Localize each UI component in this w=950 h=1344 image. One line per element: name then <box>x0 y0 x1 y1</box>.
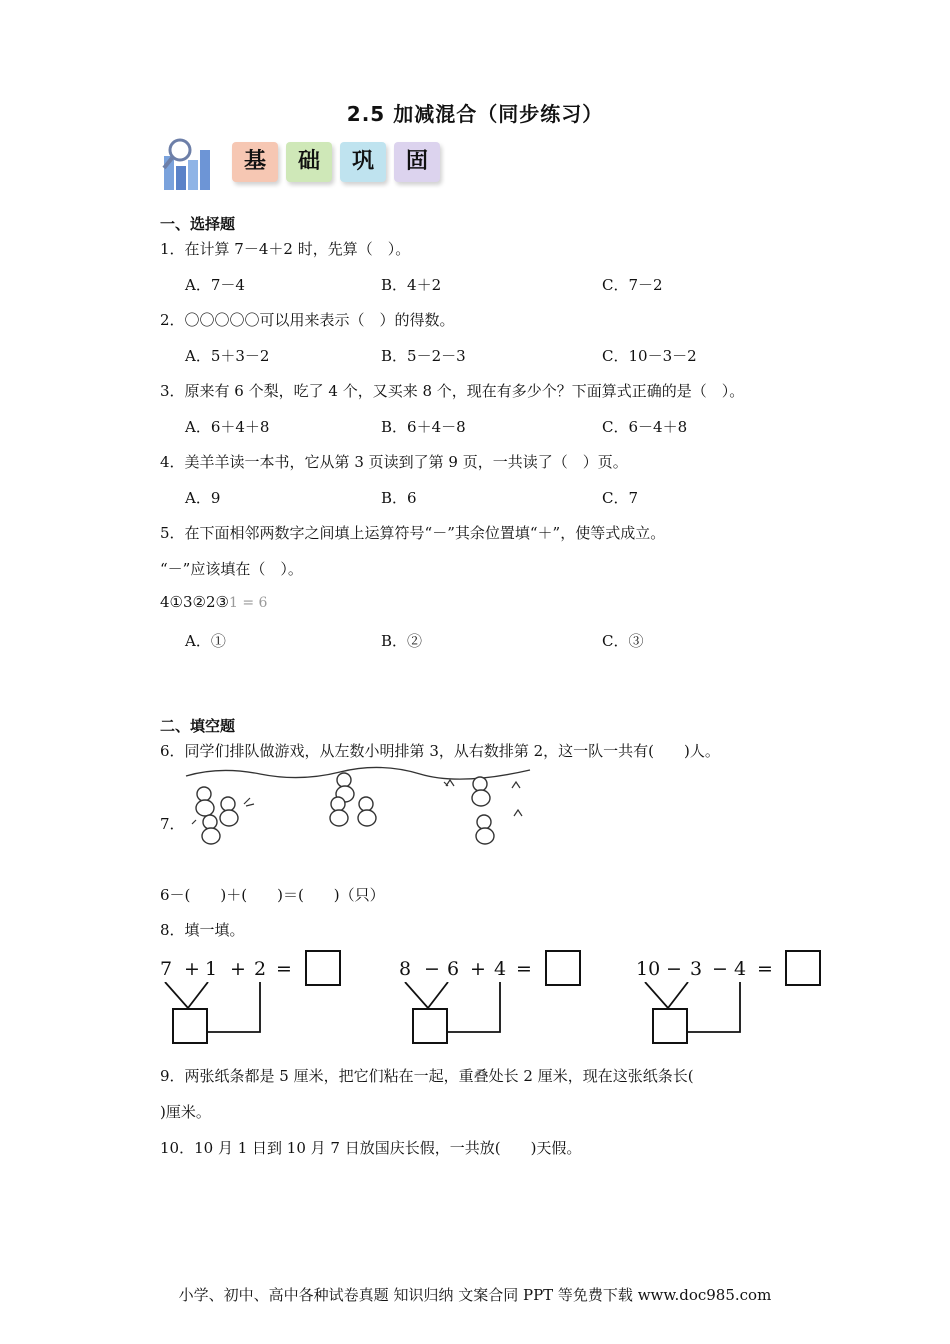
question-2-option-b: B．5－2－3 <box>381 347 466 365</box>
page-footer: 小学、初中、高中各种试卷真题 知识归纳 文案合同 PPT 等免费下载 www.doc985.com <box>178 1286 772 1304</box>
question-8-label: 8．填一填。 <box>160 921 245 939</box>
question-3-stem: 3．原来有 6 个梨，吃了 4 个，又买来 8 个，现在有多少个？下面算式正确的是（ ）。 <box>160 382 745 400</box>
q8-expr-2-eq: = <box>516 958 532 980</box>
banner-tile-chu: 础 <box>286 142 332 182</box>
q8-expr-3-eq: = <box>757 958 773 980</box>
question-5-stem: 5．在下面相邻两数字之间填上运算符号“－”其余位置填“＋”，使等式成立。 <box>160 524 666 542</box>
q8-expr-3-answer-box[interactable] <box>785 950 821 986</box>
q8-expr-1-op2: + <box>230 958 246 980</box>
q8-expr-2-op2: + <box>470 958 486 980</box>
question-5-option-a: A．① <box>185 632 226 650</box>
question-2-stem: 2．〇〇〇〇〇可以用来表示（ ）的得数。 <box>160 311 455 329</box>
magnifier-chart-icon <box>158 136 218 194</box>
q8-expr-1-eq: = <box>276 958 292 980</box>
banner-tile-gu: 固 <box>394 142 440 182</box>
q8-expr-2-step-box[interactable] <box>412 1008 448 1044</box>
question-1-option-b: B．4＋2 <box>381 276 442 294</box>
question-5-expr-main: 4①3②2③ <box>160 593 229 611</box>
section-heading-fill: 二、填空题 <box>160 717 236 735</box>
question-7-label: 7． <box>160 815 185 833</box>
question-5-stem-2: “－”应该填在（ ）。 <box>160 560 303 578</box>
chick-icon <box>472 777 490 806</box>
question-4-option-b: B．6 <box>381 489 417 507</box>
q8-expr-3-b: 3 <box>690 958 703 980</box>
q8-expr-3-op2: − <box>712 958 728 980</box>
question-4-option-c: C．7 <box>602 489 639 507</box>
question-5-expression <box>160 593 267 611</box>
banner-tile-ji: 基 <box>232 142 278 182</box>
question-9-line-1: 9．两张纸条都是 5 厘米，把它们粘在一起，重叠处长 2 厘米，现在这张纸条长( <box>160 1067 694 1085</box>
section-heading-choice: 一、选择题 <box>160 215 236 233</box>
question-1-stem: 1．在计算 7－4＋2 时，先算（ ）。 <box>160 240 411 258</box>
q8-expr-2-op1: − <box>424 958 440 980</box>
q8-expr-1-op1: + <box>184 958 200 980</box>
question-1-option-a: A．7－4 <box>185 276 245 294</box>
q8-expr-3-op1: − <box>666 958 682 980</box>
question-1-option-c: C．7－2 <box>602 276 663 294</box>
question-3-option-a: A．6＋4＋8 <box>185 418 270 436</box>
question-5-option-c: C．③ <box>602 632 644 650</box>
question-5-option-b: B．② <box>381 632 423 650</box>
q8-expr-1-step-box[interactable] <box>172 1008 208 1044</box>
q8-expr-2-answer-box[interactable] <box>545 950 581 986</box>
question-2-option-a: A．5＋3－2 <box>185 347 270 365</box>
chick-icon <box>476 815 494 844</box>
q8-expr-3-step-box[interactable] <box>652 1008 688 1044</box>
question-2-option-c: C．10－3－2 <box>602 347 697 365</box>
question-4-option-a: A．9 <box>185 489 221 507</box>
q8-expr-3-a: 10 <box>636 958 661 980</box>
chick-icon <box>220 797 238 826</box>
banner-tile-gong: 巩 <box>340 142 386 182</box>
chick-icon <box>202 815 220 844</box>
question-9-line-2: )厘米。 <box>160 1103 211 1121</box>
question-6-stem: 6．同学们排队做游戏，从左数小明排第 3，从右数排第 2，这一队一共有( )人。 <box>160 742 720 760</box>
chick-icon <box>358 797 376 826</box>
question-5-expr-tail: 1 = 6 <box>228 595 268 611</box>
chicks-illustration <box>180 764 540 854</box>
q8-expr-1-answer-box[interactable] <box>305 950 341 986</box>
q8-expr-3-c: 4 <box>734 958 747 980</box>
question-10-stem: 10．10 月 1 日到 10 月 7 日放国庆长假，一共放( )天假。 <box>160 1139 582 1157</box>
q8-expr-1-a: 7 <box>160 958 173 980</box>
q8-expr-2-a: 8 <box>399 958 412 980</box>
page-title: 2.5 加减混合（同步练习） <box>346 102 604 126</box>
question-4-stem: 4．美羊羊读一本书，它从第 3 页读到了第 9 页，一共读了（ ）页。 <box>160 453 628 471</box>
q8-expr-2-c: 4 <box>494 958 507 980</box>
q8-expr-1-b: 1 <box>205 958 218 980</box>
question-7-expression: 6－( )＋( )＝( )（只） <box>160 886 385 904</box>
q8-expr-2-b: 6 <box>447 958 460 980</box>
section-banner <box>158 136 458 194</box>
question-3-option-b: B．6＋4－8 <box>381 418 466 436</box>
chick-icon <box>196 787 214 816</box>
q8-expr-1-c: 2 <box>254 958 267 980</box>
question-3-option-c: C．6－4＋8 <box>602 418 688 436</box>
